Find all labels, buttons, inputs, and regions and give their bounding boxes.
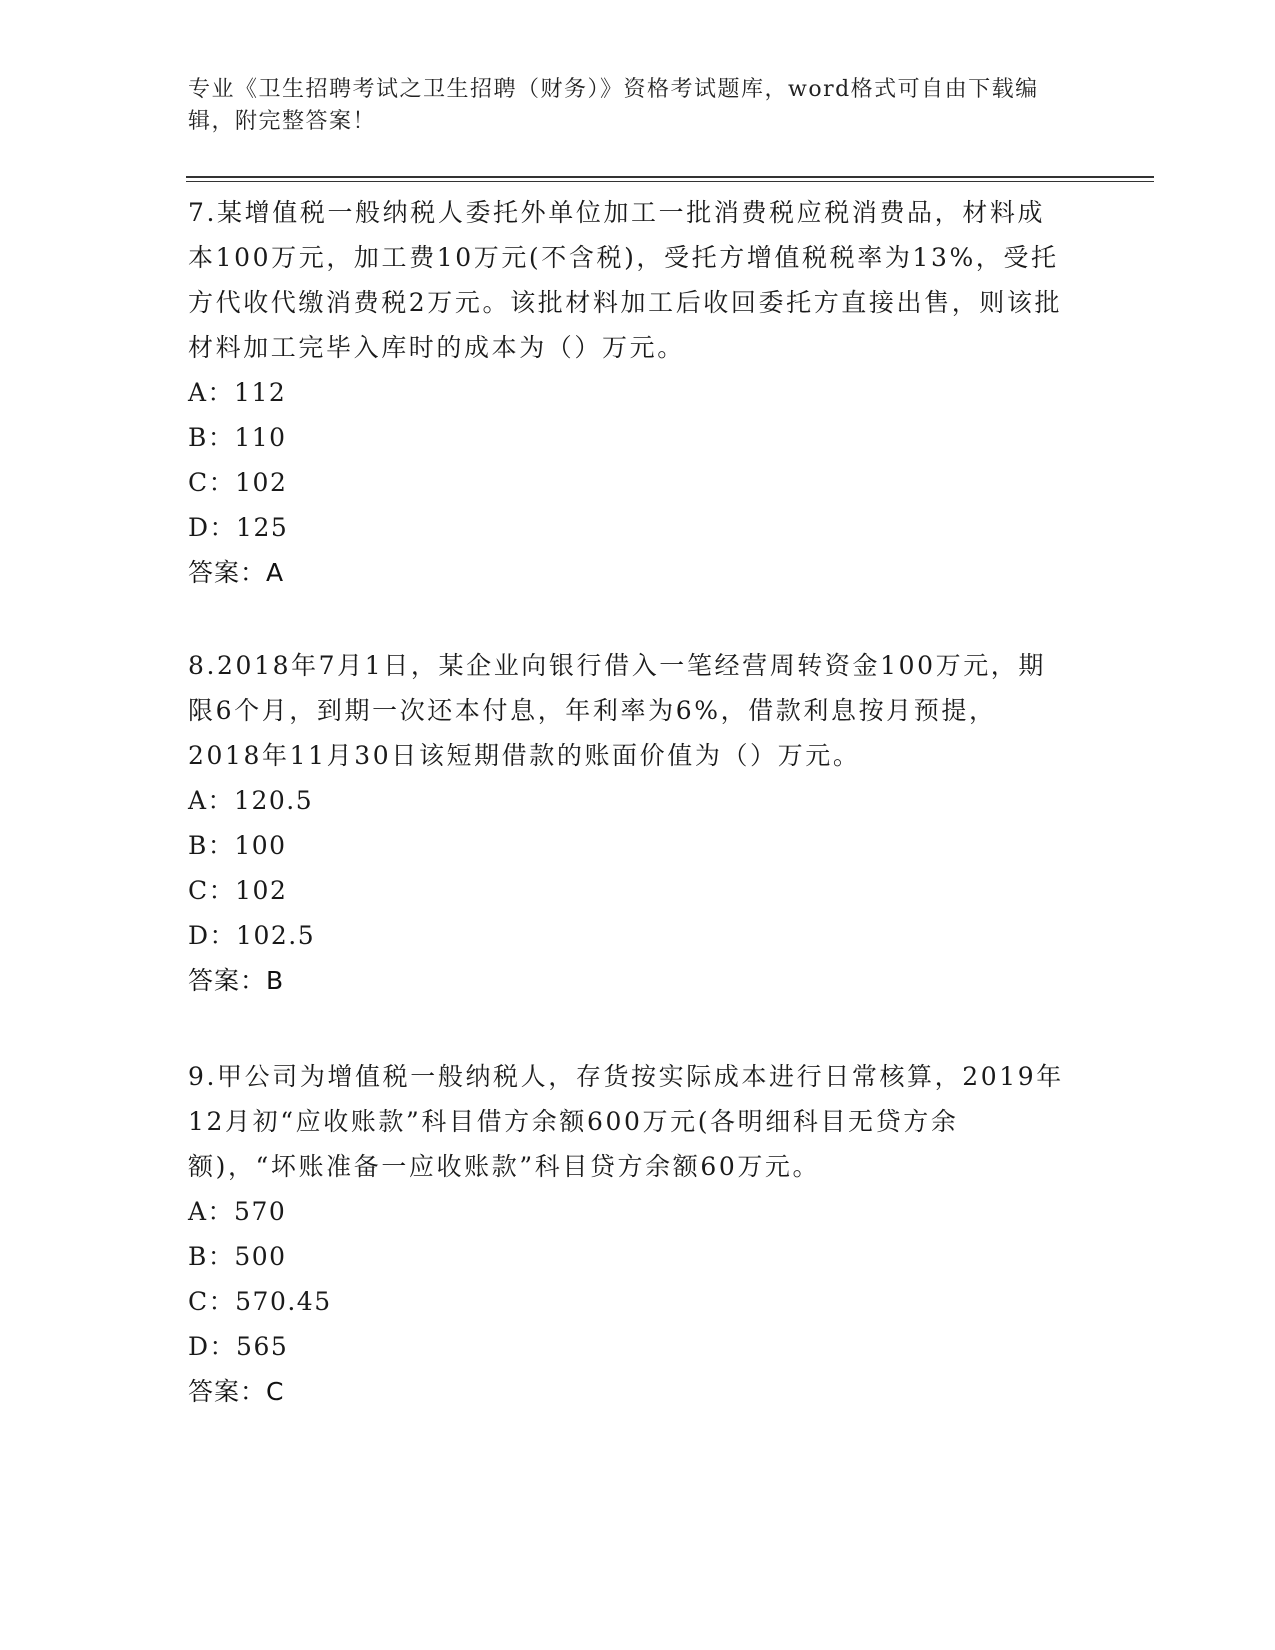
question-stem: 9.甲公司为增值税一般纳税人，存货按实际成本进行日常核算，2019年12月初“应收账款”科目借方余额600万元(各明细科目无贷方余额)，“坏账准备一应收账款”科目贷方余额60万元。 (188, 1062, 1064, 1181)
option-c: C：570.45 (188, 1287, 332, 1316)
question-8 (188, 643, 1068, 1003)
answer-line: 答案：C (188, 1377, 285, 1406)
option-b: B：500 (188, 1242, 287, 1271)
question-stem: 7.某增值税一般纳税人委托外单位加工一批消费税应税消费品，材料成本100万元，加工费10万元(不含税)，受托方增值税税率为13%，受托方代收代缴消费税2万元。该批材料加工后收回委托方直接出售，则该批材料加工完毕入库时的成本为（）万元。 (188, 198, 1063, 362)
option-d: D：125 (188, 513, 289, 542)
option-c: C：102 (188, 468, 288, 497)
option-c: C：102 (188, 876, 288, 905)
question-9 (188, 1054, 1068, 1414)
option-d: D：102.5 (188, 921, 316, 950)
question-7 (188, 190, 1068, 595)
option-a: A：570 (188, 1197, 287, 1226)
option-d: D：565 (188, 1332, 289, 1361)
header-divider-thin (186, 181, 1154, 182)
option-b: B：100 (188, 831, 287, 860)
answer-line: 答案：B (188, 966, 285, 995)
option-a: A：112 (188, 378, 287, 407)
header-divider-thick (186, 176, 1154, 178)
option-b: B：110 (188, 423, 287, 452)
answer-line: 答案：A (188, 558, 285, 587)
document-header: 专业《卫生招聘考试之卫生招聘（财务）》资格考试题库，word格式可自由下载编辑，附完整答案！ (188, 77, 1039, 134)
option-a: A：120.5 (188, 786, 314, 815)
question-stem: 8.2018年7月1日，某企业向银行借入一笔经营周转资金100万元，期限6个月，到期一次还本付息，年利率为6%，借款利息按月预提，2018年11月30日该短期借款的账面价值为（）万元。 (188, 651, 1047, 770)
